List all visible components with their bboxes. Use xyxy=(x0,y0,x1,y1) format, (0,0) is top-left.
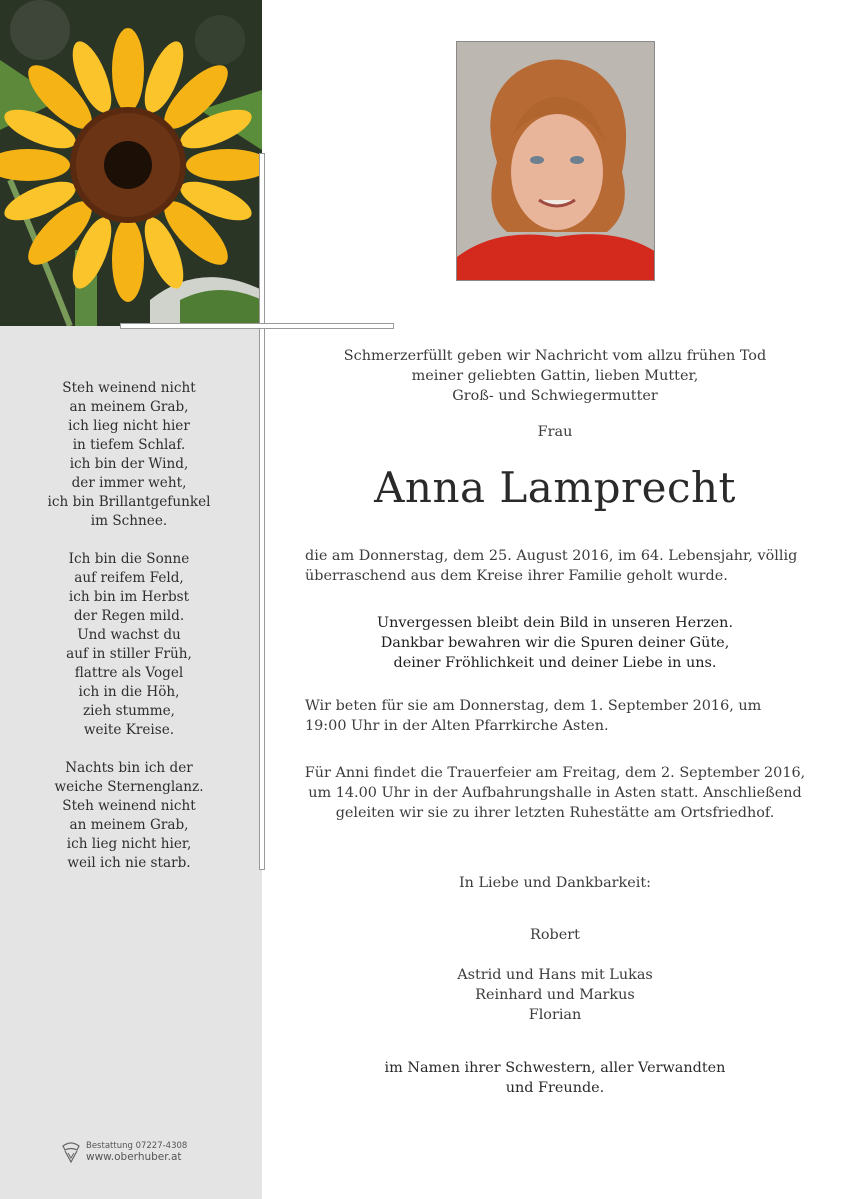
on-behalf-of: im Namen ihrer Schwestern, aller Verwandten und Freunde. xyxy=(384,1060,726,1096)
prayer-service: Wir beten für sie am Donnerstag, dem 1. September 2016, um 19:00 Uhr in der Alten Pfarrkirche Asten. xyxy=(305,698,762,734)
cross-vertical-bar xyxy=(259,153,265,870)
funeral-home-icon xyxy=(60,1140,82,1164)
funeral-ceremony: Für Anni findet die Trauerfeier am Freitag, dem 2. September 2016, um 14.00 Uhr in der Aufbahrungshalle in Asten statt. Anschließend geleiten wir sie zu ihrer letzten Ruhestätte am Ortsfriedhof. xyxy=(304,765,806,821)
poem-line: ich bin im Herbst xyxy=(68,589,190,605)
poem-line: ich in die Höh, xyxy=(78,684,180,700)
memorial-poem xyxy=(0,379,258,892)
gratitude-line: In Liebe und Dankbarkeit: xyxy=(458,875,652,891)
portrait-icon xyxy=(457,42,655,281)
poem-stanza xyxy=(0,379,258,531)
funeral-home-logo xyxy=(60,1140,187,1164)
poem-line: der immer weht, xyxy=(71,475,187,491)
poem-line: an meinem Grab, xyxy=(69,399,189,415)
poem-line: Steh weinend nicht xyxy=(62,798,196,814)
poem-line: ich lieg nicht hier, xyxy=(66,836,192,852)
poem-line: zieh stumme, xyxy=(83,703,175,719)
sunflower-image xyxy=(0,0,262,326)
portrait-photo xyxy=(456,41,655,281)
poem-line: der Regen mild. xyxy=(73,608,185,624)
left-sidebar xyxy=(0,0,262,1199)
deceased-name: Anna Lamprecht xyxy=(374,463,736,512)
sunflower-icon xyxy=(0,0,262,326)
salutation: Frau xyxy=(537,424,573,440)
mourner-family: Astrid und Hans mit Lukas Reinhard und Markus Florian xyxy=(457,967,653,1023)
poem-line: an meinem Grab, xyxy=(69,817,189,833)
poem-line: ich bin der Wind, xyxy=(69,456,189,472)
cross-horizontal-bar xyxy=(120,323,394,329)
poem-line: Und wachst du xyxy=(77,627,181,643)
poem-line: im Schnee. xyxy=(90,513,168,529)
poem-line: weite Kreise. xyxy=(83,722,175,738)
poem-line: Steh weinend nicht xyxy=(62,380,196,396)
poem-line: flattre als Vogel xyxy=(74,665,184,681)
poem-line: Nachts bin ich der xyxy=(65,760,193,776)
poem-stanza xyxy=(0,759,258,873)
poem-stanza xyxy=(0,550,258,740)
poem-line: weiche Sternenglanz. xyxy=(54,779,204,795)
death-notice: die am Donnerstag, dem 25. August 2016, im 64. Lebensjahr, völlig überraschend aus dem Kreise ihrer Familie geholt wurde. xyxy=(305,548,798,584)
poem-line: ich lieg nicht hier xyxy=(68,418,190,434)
poem-line: ich bin Brillantgefunkel xyxy=(47,494,211,510)
intro-paragraph: Schmerzerfüllt geben wir Nachricht vom allzu frühen Tod meiner geliebten Gattin, lieben Mutter, Groß- und Schwiegermutter xyxy=(343,348,767,404)
poem-line: Ich bin die Sonne xyxy=(68,551,190,567)
funeral-home-website[interactable]: www.oberhuber.at xyxy=(86,1151,182,1163)
poem-line: weil ich nie starb. xyxy=(67,855,191,871)
mourner-spouse: Robert xyxy=(530,927,580,943)
poem-line: in tiefem Schlaf. xyxy=(72,437,186,453)
poem-line: auf in stiller Früh, xyxy=(66,646,192,662)
funeral-home-phone: Bestattung 07227-4308 xyxy=(86,1141,188,1151)
poem-line: auf reifem Feld, xyxy=(74,570,184,586)
remembrance-quote: Unvergessen bleibt dein Bild in unseren Herzen. Dankbar bewahren wir die Spuren deiner Güte, deiner Fröhlichkeit und deiner Liebe in uns. xyxy=(376,615,734,671)
